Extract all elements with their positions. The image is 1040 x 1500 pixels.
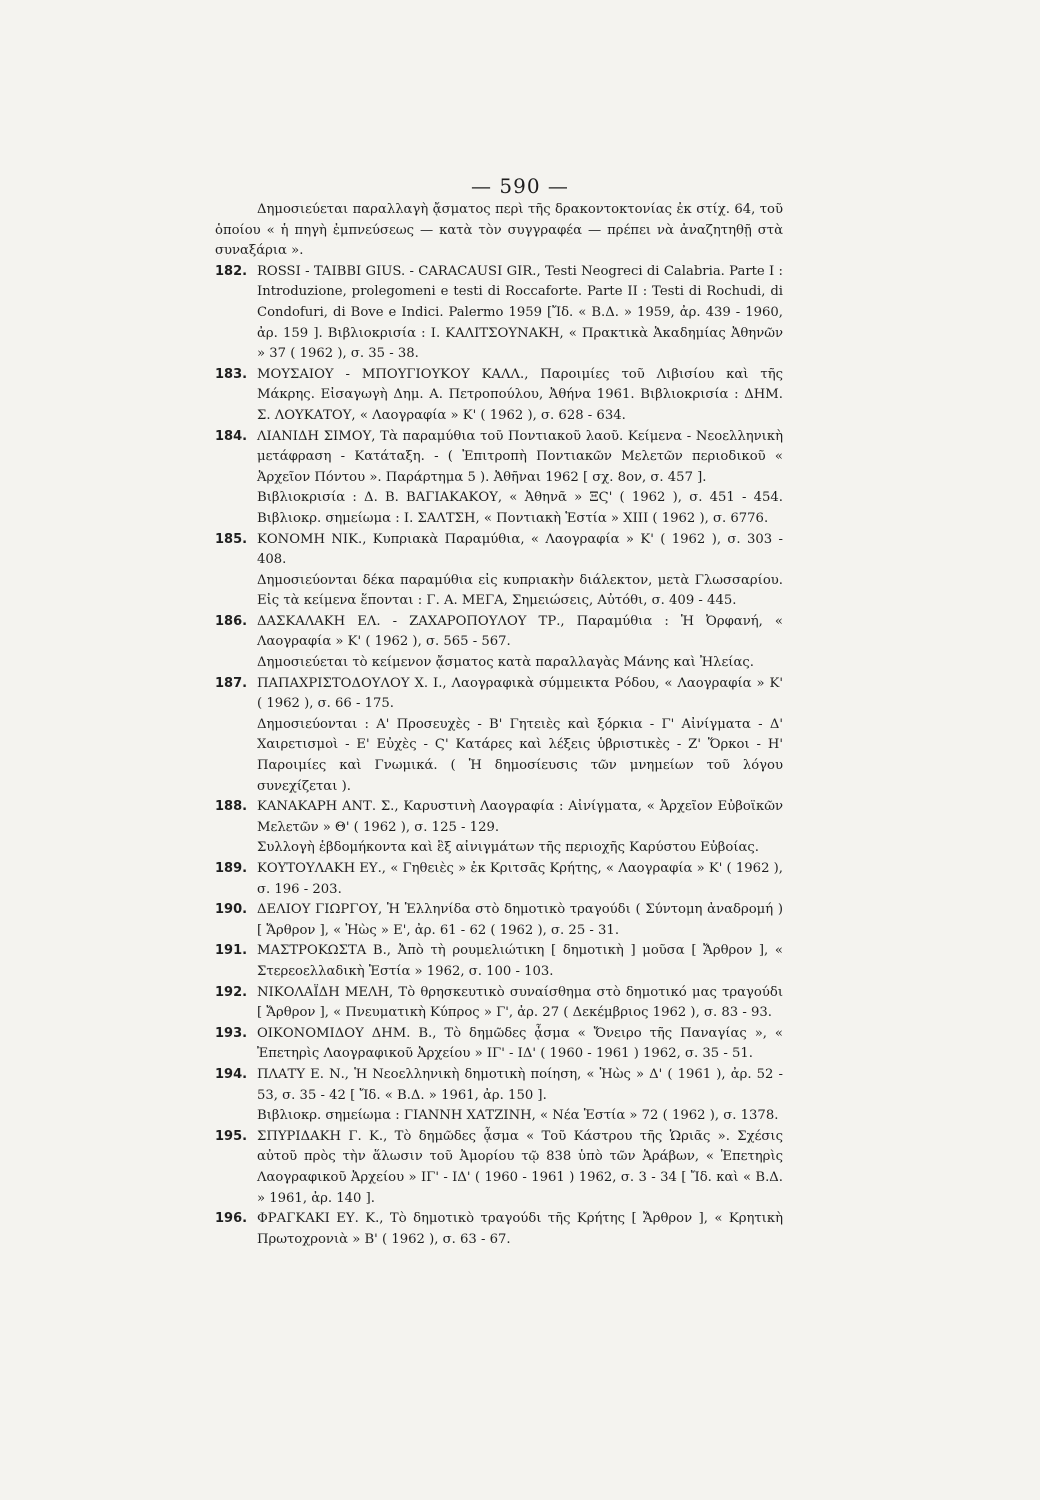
entry-note: Βιβλιοκρ. σημείωμα : ΓΙΑΝΝΗ ΧΑΤΖΙΝΗ, « Νέα Ἑστία » 72 ( 1962 ), σ. 1378. (257, 1108, 779, 1124)
entry-note: Δημοσιεύονται : Α' Προσευχὲς - Β' Γητειὲς καὶ ξόρκια - Γ' Αἰνίγματα - Δ' Χαιρετισμοὶ - Ε' Εὐχὲς - Ϛ' Κατάρες καὶ λέξεις ὑβριστικὲς - Ζ' Ὅρκοι - Η' Παροιμίες καὶ Γνωμικά. ( Ἡ δημοσίευσις τῶν μνημείων τοῦ λόγου συνεχίζεται ). (257, 716, 783, 794)
entry-number: 188. (215, 799, 248, 815)
entry-number: 189. (215, 861, 248, 876)
entry-number: 196. (215, 1211, 248, 1227)
entry-citation (215, 859, 783, 900)
entry-citation (215, 427, 783, 489)
entry-citation (215, 797, 783, 838)
page-number: — 590 — (471, 174, 569, 198)
bibliography-entry (215, 1024, 783, 1065)
entry-citation (215, 900, 783, 941)
entry-citation (215, 1024, 783, 1065)
entry-note: Δημοσιεύονται δέκα παραμύθια εἰς κυπριακὴν διάλεκτον, μετὰ Γλωσσαρίου. Εἰς τὰ κείμενα ἕπονται : Γ. Α. ΜΕΓΑ, Σημειώσεις, Αὐτόθι, σ. 409 - 445. (257, 572, 783, 609)
entry-number: 186. (215, 613, 248, 629)
bibliography-entry (215, 1209, 783, 1250)
bibliography-entry (215, 797, 783, 859)
entry-text: ΚΟΥΤΟΥΛΑΚΗ ΕΥ., « Γηθειὲς » ἐκ Κριτσᾶς Κρήτης, « Λαογραφία » Κ' ( 1962 ), σ. 196 - 203. (257, 861, 783, 897)
entry-text: ΟΙΚΟΝΟΜΙΔΟΥ ΔΗΜ. Β., Τὸ δημῶδες ᾆσμα « Ὄνειρο τῆς Παναγίας », « Ἐπετηρὶς Λαογραφικοῦ Ἀρχείου » ΙΓ' - ΙΔ' ( 1960 - 1961 ) 1962, σ. 35 - 51. (257, 1025, 783, 1062)
entry-number: 183. (215, 366, 248, 382)
entry-number: 185. (215, 531, 248, 547)
bibliography-entry (215, 674, 783, 798)
entry-text: ΝΙΚΟΛΑΪΔΗ ΜΕΛΗ, Τὸ θρησκευτικὸ συναίσθημα στὸ δημοτικό μας τραγούδι [ Ἄρθρον ], « Πνευματικὴ Κύπρος » Γ', ἀρ. 27 ( Δεκέμβριος 1962 ), σ. 83 - 93. (257, 984, 783, 1021)
entry-list (215, 262, 783, 1251)
intro-paragraph: Δημοσιεύεται παραλλαγὴ ᾄσματος περὶ τῆς δρακοντοκτονίας ἐκ στίχ. 64, τοῦ ὁποίου « ἡ πηγὴ ἐμπνεύσεως — κατὰ τὸν συγγραφέα — πρέπει νὰ ἀναζητηθῇ στὰ συναξάρια ». (215, 202, 783, 259)
entry-citation (215, 262, 783, 365)
entry-citation (215, 612, 783, 653)
entry-citation (215, 1127, 783, 1209)
bibliography-entry (215, 262, 783, 365)
bibliography-entry (215, 612, 783, 674)
entry-citation (215, 1209, 783, 1250)
entry-number: 182. (215, 263, 248, 279)
entry-citation (215, 941, 783, 982)
entry-note: Δημοσιεύεται τὸ κείμενον ᾄσματος κατὰ παραλλαγὰς Μάνης καὶ Ἠλείας. (257, 655, 754, 671)
entry-citation (215, 1065, 783, 1106)
entry-text: ΚΑΝΑΚΑΡΗ ΑΝΤ. Σ., Καρυστινὴ Λαογραφία : Αἰνίγματα, « Ἀρχεῖον Εὐβοϊκῶν Μελετῶν » Θ' ( 1962 ), σ. 125 - 129. (257, 799, 783, 835)
entry-number: 192. (215, 984, 248, 1000)
entry-number: 194. (215, 1066, 248, 1082)
entry-number: 184. (215, 428, 248, 444)
bibliography-entry (215, 1065, 783, 1127)
entry-number: 193. (215, 1025, 248, 1041)
bibliography-entry (215, 900, 783, 941)
entry-text: ΚΟΝΟΜΗ ΝΙΚ., Κυπριακὰ Παραμύθια, « Λαογραφία » Κ' ( 1962 ), σ. 303 - 408. (257, 531, 783, 568)
entry-text: ΛΙΑΝΙΔΗ ΣΙΜΟΥ, Τὰ παραμύθια τοῦ Ποντιακοῦ λαοῦ. Κείμενα - Νεοελληνικὴ μετάφραση - Κατάταξη. - ( Ἐπιτροπὴ Ποντιακῶν Μελετῶν περιοδικοῦ « Ἀρχεῖον Πόντου ». Παράρτημα 5 ). Ἀθῆναι 1962 [ σχ. 8ον, σ. 457 ]. (257, 428, 783, 485)
entry-text: ΠΑΠΑΧΡΙΣΤΟΔΟΥΛΟΥ Χ. Ι., Λαογραφικὰ σύμμεικτα Ρόδου, « Λαογραφία » Κ' ( 1962 ), σ. 66 - 175. (257, 675, 783, 712)
entry-text: ΠΛΑΤΥ Ε. Ν., Ἡ Νεοελληνικὴ δημοτικὴ ποίηση, « Ἠὼς » Δ' ( 1961 ), ἀρ. 52 - 53, σ. 35 - 42 [ Ἴδ. « Β.Δ. » 1961, ἀρ. 150 ]. (257, 1066, 783, 1103)
bibliography-entry (215, 859, 783, 900)
entry-text: ΜΟΥΣΑΙΟΥ - ΜΠΟΥΓΙΟΥΚΟΥ ΚΑΛΛ., Παροιμίες τοῦ Λιβισίου καὶ τῆς Μάκρης. Εἰσαγωγὴ Δημ. Α. Πετροπούλου, Ἀθήνα 1961. Βιβλιοκρισία : ΔΗΜ. Σ. ΛΟΥΚΑΤΟΥ, « Λαογραφία » Κ' ( 1962 ), σ. 628 - 634. (257, 366, 783, 423)
entry-note: Συλλογὴ ἑβδομήκοντα καὶ ἓξ αἰνιγμάτων τῆς περιοχῆς Καρύστου Εὐβοίας. (257, 840, 759, 856)
bibliography-entry (215, 427, 783, 530)
entry-citation (215, 674, 783, 715)
bibliography-entry (215, 365, 783, 427)
entry-number: 195. (215, 1128, 248, 1144)
bibliography-entry (215, 941, 783, 982)
entry-text: ΣΠΥΡΙΔΑΚΗ Γ. Κ., Τὸ δημῶδες ᾆσμα « Τοῦ Κάστρου τῆς Ὡριᾶς ». Σχέσις αὐτοῦ πρὸς τὴν ἅλωσιν τοῦ Ἀμορίου τῷ 838 ὑπὸ τῶν Ἀράβων, « Ἐπετηρὶς Λαογραφικοῦ Ἀρχείου » ΙΓ' - ΙΔ' ( 1960 - 1961 ) 1962, σ. 3 - 34 [ Ἴδ. καὶ « Β.Δ. » 1961, ἀρ. 140 ]. (257, 1128, 783, 1206)
entry-note: Βιβλιοκρισία : Δ. Β. ΒΑΓΙΑΚΑΚΟΥ, « Ἀθηνᾶ » ΞϚ' ( 1962 ), σ. 451 - 454. Βιβλιοκρ. σημείωμα : Ι. ΣΑΛΤΣΗ, « Ποντιακὴ Ἑστία » XIII ( 1962 ), σ. 6776. (257, 490, 783, 526)
entry-citation (215, 365, 783, 427)
bibliography-entry (215, 983, 783, 1024)
entry-text: ROSSI - TAIBBI GIUS. - CARACAUSI GIR., Testi Neogreci di Calabria. Parte I : Introduzione, prolegomeni e testi di Roccaforte. Parte II : Testi di Rochudi, di Condofuri, di Bove e Indici. Palermo 1959 [Ἴδ. « Β.Δ. » 1959, ἀρ. 439 - 1960, ἀρ. 159 ]. Βιβλιοκρισία : Ι. ΚΑΛΙΤΣΟΥΝΑΚΗ, « Πρακτικὰ Ἀκαδημίας Ἀθηνῶν » 37 ( 1962 ), σ. 35 - 38. (257, 263, 783, 362)
bibliography-entry (215, 1127, 783, 1209)
bibliography-body (215, 200, 783, 1250)
bibliography-entry (215, 530, 783, 612)
entry-number: 187. (215, 675, 248, 691)
entry-text: ΔΕΛΙΟΥ ΓΙΩΡΓΟΥ, Ἡ Ἑλληνίδα στὸ δημοτικὸ τραγούδι ( Σύντομη ἀναδρομή ) [ Ἄρθρον ], « Ἠὼς » Ε', ἀρ. 61 - 62 ( 1962 ), σ. 25 - 31. (257, 902, 783, 938)
entry-text: ΦΡΑΓΚΑΚΙ ΕΥ. Κ., Τὸ δημοτικὸ τραγούδι τῆς Κρήτης [ Ἄρθρον ], « Κρητικὴ Πρωτοχρονιὰ » Β' ( 1962 ), σ. 63 - 67. (257, 1211, 783, 1247)
entry-text: ΔΑΣΚΑΛΑΚΗ ΕΛ. - ΖΑΧΑΡΟΠΟΥΛΟΥ ΤΡ., Παραμύθια : Ἡ Ὀρφανή, « Λαογραφία » Κ' ( 1962 ), σ. 565 - 567. (257, 613, 783, 650)
entry-citation (215, 530, 783, 571)
entry-citation (215, 983, 783, 1024)
entry-text: ΜΑΣΤΡΟΚΩΣΤΑ Β., Ἀπὸ τὴ ρουμελιώτικη [ δημοτικὴ ] μοῦσα [ Ἄρθρον ], « Στερεοελλαδικὴ Ἑστία » 1962, σ. 100 - 103. (257, 943, 783, 979)
entry-number: 191. (215, 943, 248, 959)
entry-number: 190. (215, 902, 248, 918)
